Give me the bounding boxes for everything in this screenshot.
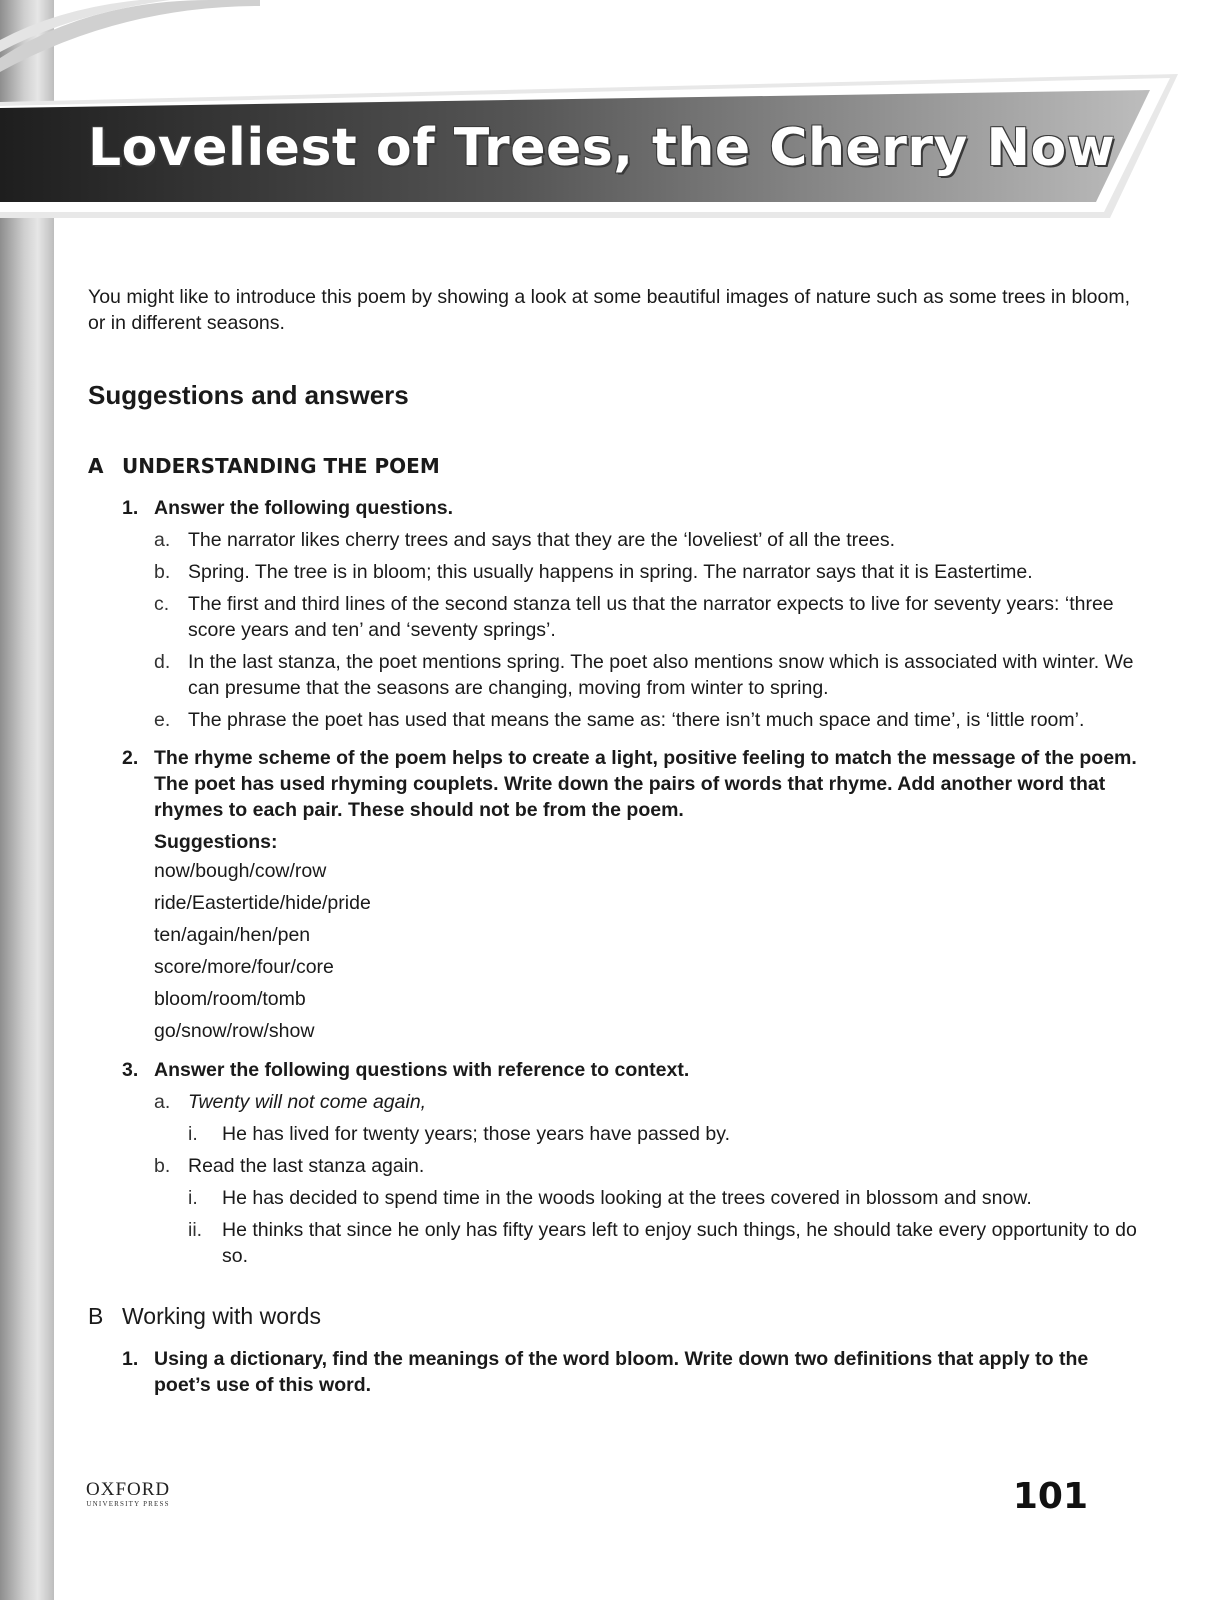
item-text: He has decided to spend time in the woods looking at the trees covered in blossom and snow. — [222, 1187, 1032, 1209]
answer-list-a1 — [154, 527, 1138, 733]
answer-list-a3 — [154, 1089, 1138, 1269]
suggestion-line: ten/again/hen/pen — [154, 924, 311, 946]
logo-main-text: OXFORD — [86, 1479, 171, 1500]
part-a-heading — [88, 452, 1138, 480]
part-b-letter: B — [88, 1303, 104, 1329]
item-label: i. — [188, 1123, 198, 1145]
part-a-letter: A — [88, 454, 104, 478]
part-b-title: Working with words — [122, 1303, 321, 1329]
question-a2 — [88, 745, 1138, 823]
item-text: He thinks that since he only has fifty years left to enjoy such things, he should take every opportunity to do so. — [222, 1219, 1137, 1267]
item-label: a. — [154, 1091, 171, 1113]
sub-answer-item — [188, 1185, 1138, 1211]
item-label: ii. — [188, 1219, 203, 1241]
answer-item — [154, 591, 1138, 643]
question-number: 1. — [122, 497, 139, 519]
answer-item — [154, 1153, 1138, 1179]
oxford-logo — [86, 1480, 170, 1509]
sub-answer-item — [188, 1121, 1138, 1147]
section-heading: Suggestions and answers — [88, 380, 409, 410]
item-text: The narrator likes cherry trees and says that they are the ‘loveliest’ of all the trees. — [188, 529, 896, 551]
answer-item — [154, 1089, 1138, 1115]
page-title: Loveliest of Trees, the Cherry Now — [88, 118, 1116, 178]
question-number: 3. — [122, 1059, 139, 1081]
item-label: i. — [188, 1187, 198, 1209]
item-label: d. — [154, 651, 171, 673]
suggestion-line: bloom/room/tomb — [154, 988, 306, 1010]
answer-item — [154, 559, 1138, 585]
question-text: Answer the following questions. — [154, 497, 454, 519]
question-text: The rhyme scheme of the poem helps to create a light, positive feeling to match the message of the poem. The poet has used rhyming couplets. Write down the pairs of words that rhyme. Add another word that rhymes to each pair. These should not be from the poem. — [154, 747, 1137, 821]
sub-answer-list — [188, 1185, 1138, 1269]
item-text: Twenty will not come again, — [188, 1091, 427, 1113]
question-a1 — [88, 495, 1138, 521]
part-a-title: UNDERSTANDING THE POEM — [122, 454, 440, 478]
item-label: b. — [154, 1155, 171, 1177]
question-a3 — [88, 1057, 1138, 1083]
question-text: Answer the following questions with reference to context. — [154, 1059, 690, 1081]
main-content — [88, 284, 1138, 1398]
item-text: Read the last stanza again. — [188, 1155, 425, 1177]
question-text: Using a dictionary, find the meanings of the word bloom. Write down two definitions that apply to the poet’s use of this word. — [154, 1348, 1089, 1396]
item-label: c. — [154, 593, 170, 615]
suggestion-line: ride/Eastertide/hide/pride — [154, 892, 371, 914]
suggestion-line: go/snow/row/show — [154, 1020, 315, 1042]
part-b-heading — [88, 1302, 1138, 1330]
logo-sub-text: UNIVERSITY PRESS — [86, 1500, 170, 1508]
question-number: 2. — [122, 747, 139, 769]
corner-arc-decoration — [0, 0, 260, 80]
item-text: In the last stanza, the poet mentions spring. The poet also mentions snow which is associated with winter. We can presume that the seasons are changing, moving from winter to spring. — [188, 651, 1134, 699]
item-label: a. — [154, 529, 171, 551]
page-number: 101 — [1012, 1476, 1088, 1517]
suggestion-line: score/more/four/core — [154, 956, 334, 978]
suggestion-line: now/bough/cow/row — [154, 860, 327, 882]
answer-item — [154, 707, 1138, 733]
question-b1 — [88, 1346, 1138, 1398]
item-text: The first and third lines of the second stanza tell us that the narrator expects to live for seventy years: ‘three score years and ten’ and ‘seventy springs’. — [188, 593, 1114, 641]
question-number: 1. — [122, 1348, 139, 1370]
answer-item — [154, 527, 1138, 553]
intro-paragraph: You might like to introduce this poem by showing a look at some beautiful images of nature such as some trees in bloom, or in different seasons. — [88, 286, 1131, 334]
item-label: b. — [154, 561, 171, 583]
sub-answer-list — [188, 1121, 1138, 1147]
suggestions-label: Suggestions: — [154, 831, 278, 853]
sub-answer-item — [188, 1217, 1138, 1269]
suggestions-block — [154, 829, 1138, 1047]
side-gradient-bar — [0, 0, 54, 1600]
item-label: e. — [154, 709, 171, 731]
answer-item — [154, 649, 1138, 701]
item-text: The phrase the poet has used that means the same as: ‘there isn’t much space and time’, is ‘little room’. — [188, 709, 1085, 731]
item-text: He has lived for twenty years; those years have passed by. — [222, 1123, 730, 1145]
item-text: Spring. The tree is in bloom; this usually happens in spring. The narrator says that it is Eastertime. — [188, 561, 1033, 583]
